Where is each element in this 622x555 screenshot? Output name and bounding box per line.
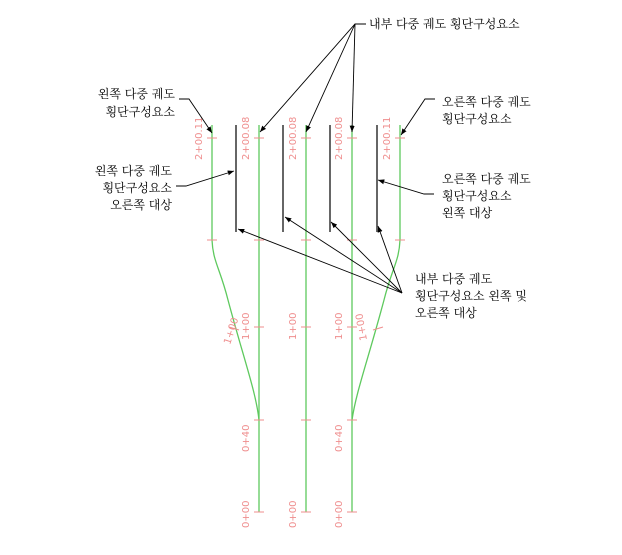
station-label: 2+00.08 [334,116,345,160]
station-label: 1+00 [354,312,370,342]
station-label: 1+00 [222,316,242,346]
callouts [95,16,531,320]
station-label: 2+00.11 [382,116,393,160]
callout-left-multi-2: 횡단구성요소 [105,105,175,119]
callout-inner-both-1: 내부 다중 궤도 [415,272,493,286]
callout-left-multi-1: 왼쪽 다중 궤도 [97,87,175,101]
station-label: 2+00.08 [288,116,299,160]
station-label: 1+00 [288,312,299,340]
station-label: 2+00.11 [194,116,205,160]
callout-inner-both-2: 횡단구성요소 왼쪽 및 [415,289,527,303]
callout-right-multi-1: 오른쪽 다중 궤도 [442,95,531,109]
station-label: 0+40 [334,424,345,452]
callout-left-right-target-3: 오른쪽 대상 [110,198,172,212]
callout-right-left-target-3: 왼쪽 대상 [442,206,493,220]
right-diverging-track [352,125,400,420]
callout-left-right-target-2: 횡단구성요소 [102,181,172,195]
station-label: 0+00 [241,500,252,528]
station-label: 2+00.08 [241,116,252,160]
callout-right-left-target-2: 횡단구성요소 [442,189,512,203]
callout-left-right-target-1: 왼쪽 다중 궤도 [94,164,172,178]
station-label: 1+00 [241,312,252,340]
callout-right-multi-2: 횡단구성요소 [442,112,512,126]
station-labels [194,117,393,528]
station-label: 0+00 [288,500,299,528]
station-label: 0+40 [241,424,252,452]
callout-inner-multi: 내부 다중 궤도 횡단구성요소 [369,17,520,31]
station-label: 1+00 [334,312,345,340]
callout-right-left-target-1: 오른쪽 다중 궤도 [442,172,531,186]
callout-inner-both-3: 오른쪽 대상 [415,306,477,320]
station-label: 0+00 [334,500,345,528]
